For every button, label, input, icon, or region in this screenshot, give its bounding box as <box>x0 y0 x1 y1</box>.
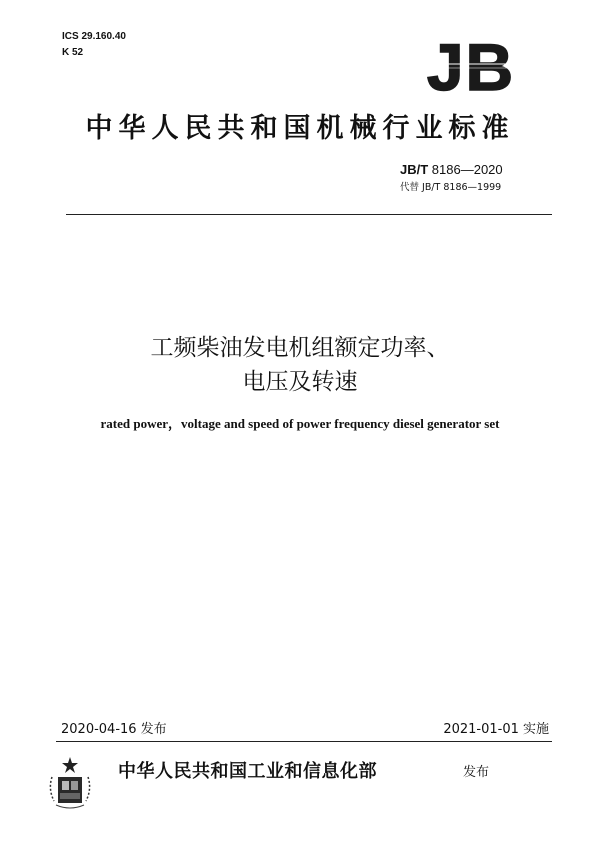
title-cn-line2: 电压及转速 <box>242 369 358 395</box>
standard-number <box>400 162 552 178</box>
implementation-date: 2021-01-01 实施 <box>443 722 549 737</box>
org-title: 中华人民共和国机械行业标准 <box>85 113 515 144</box>
title-cn-line1: 工频柴油发电机组额定功率、 <box>150 335 450 361</box>
ccs-code: K 52 <box>62 47 84 58</box>
publisher-action: 发布 <box>463 765 490 780</box>
standard-code: 8186—2020 <box>431 162 503 177</box>
ministry-seal-icon <box>44 755 96 813</box>
header-divider <box>66 214 552 215</box>
ics-code: ICS 29.160.40 <box>62 31 126 42</box>
issue-date: 2020-04-16 发布 <box>61 722 167 737</box>
footer-divider <box>56 741 552 742</box>
title-en: rated power，voltage and speed of power frequency diesel generator set <box>100 416 500 431</box>
publisher-name: 中华人民共和国工业和信息化部 <box>118 761 377 782</box>
supersedes-note: 代替 JB/T 8186—1999 <box>400 182 502 193</box>
svg-text:JB: JB <box>426 34 516 98</box>
jb-logo-icon <box>416 34 526 98</box>
standard-prefix: JB/T <box>400 162 429 177</box>
